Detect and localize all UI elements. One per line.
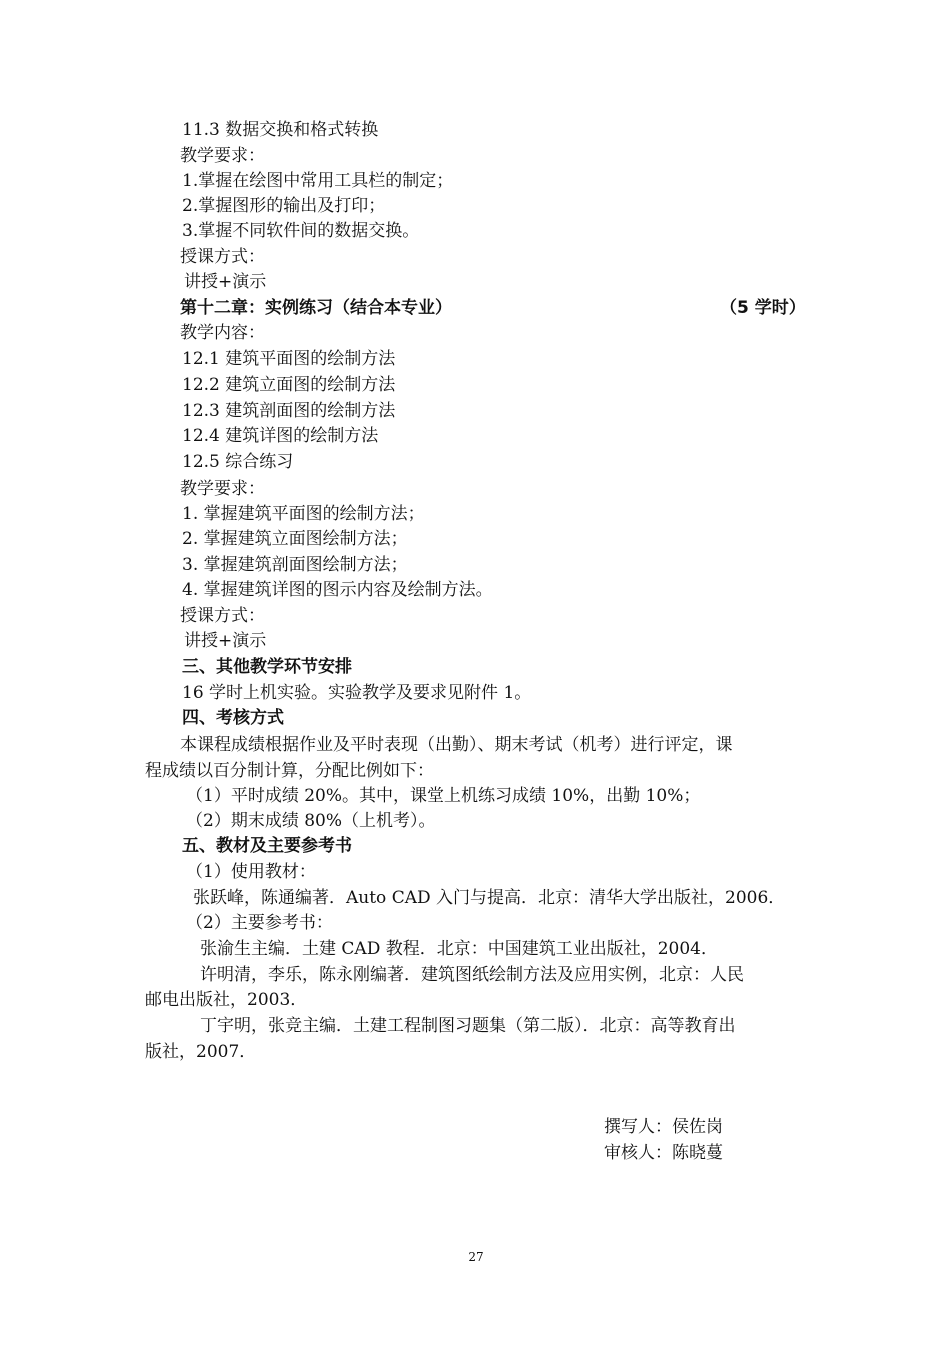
text-line: 2. 掌握建筑立面图绘制方法； — [182, 529, 408, 549]
text-line: 讲授+演示 — [184, 631, 267, 651]
text-line: 丁宇明，张竞主编．土建工程制图习题集（第二版）．北京：高等教育出 — [200, 1016, 736, 1036]
section-heading: 五、教材及主要参考书 — [182, 836, 352, 856]
section-heading: 三、其他教学环节安排 — [182, 657, 352, 677]
author-signature: 撰写人：侯佐岗 — [604, 1117, 723, 1137]
text-line: 12.3 建筑剖面图的绘制方法 — [182, 401, 396, 421]
section-heading: 四、考核方式 — [182, 708, 284, 728]
text-line: 12.1 建筑平面图的绘制方法 — [182, 349, 396, 369]
text-line: 授课方式： — [180, 247, 265, 267]
text-line: 程成绩以百分制计算，分配比例如下： — [145, 761, 434, 781]
chapter-heading: 第十二章：实例练习（结合本专业） — [180, 298, 452, 318]
text-line: 3.掌握不同软件间的数据交换。 — [182, 221, 420, 241]
text-line: 1. 掌握建筑平面图的绘制方法； — [182, 504, 425, 524]
text-line: 教学要求： — [180, 479, 265, 499]
text-line: 邮电出版社，2003． — [145, 990, 308, 1010]
text-line: 教学内容： — [180, 323, 265, 343]
text-line: 张跃峰，陈通编著．Auto CAD 入门与提高．北京：清华大学出版社，2006． — [193, 888, 786, 908]
text-line: 版社，2007． — [145, 1042, 257, 1062]
page-number: 27 — [468, 1250, 484, 1264]
text-line: 讲授+演示 — [184, 272, 267, 292]
text-line: 1.掌握在绘图中常用工具栏的制定； — [182, 171, 454, 191]
text-line: 教学要求： — [180, 146, 265, 166]
text-line: （2）主要参考书： — [186, 913, 333, 933]
text-line: 3. 掌握建筑剖面图绘制方法； — [182, 555, 408, 575]
chapter-hours: （5 学时） — [720, 298, 806, 318]
text-line: 4. 掌握建筑详图的图示内容及绘制方法。 — [182, 580, 493, 600]
text-line: 11.3 数据交换和格式转换 — [182, 120, 379, 140]
text-line: （1）平时成绩 20%。其中，课堂上机练习成绩 10%，出勤 10%； — [186, 786, 701, 806]
text-line: 12.5 综合练习 — [182, 452, 294, 472]
reviewer-signature: 审核人：陈晓蔓 — [604, 1143, 723, 1163]
text-line: （1）使用教材： — [186, 862, 316, 882]
text-line: （2）期末成绩 80%（上机考）。 — [186, 811, 436, 831]
text-line: 16 学时上机实验。实验教学及要求见附件 1。 — [182, 683, 532, 703]
text-line: 2.掌握图形的输出及打印； — [182, 196, 386, 216]
text-line: 授课方式： — [180, 606, 265, 626]
text-line: 12.2 建筑立面图的绘制方法 — [182, 375, 396, 395]
text-line: 12.4 建筑详图的绘制方法 — [182, 426, 379, 446]
text-line: 本课程成绩根据作业及平时表现（出勤）、期末考试（机考）进行评定，课 — [180, 735, 733, 755]
text-line: 张渝生主编．土建 CAD 教程．北京：中国建筑工业出版社，2004． — [200, 939, 718, 959]
text-line: 许明清，李乐，陈永刚编著．建筑图纸绘制方法及应用实例，北京：人民 — [200, 965, 744, 985]
